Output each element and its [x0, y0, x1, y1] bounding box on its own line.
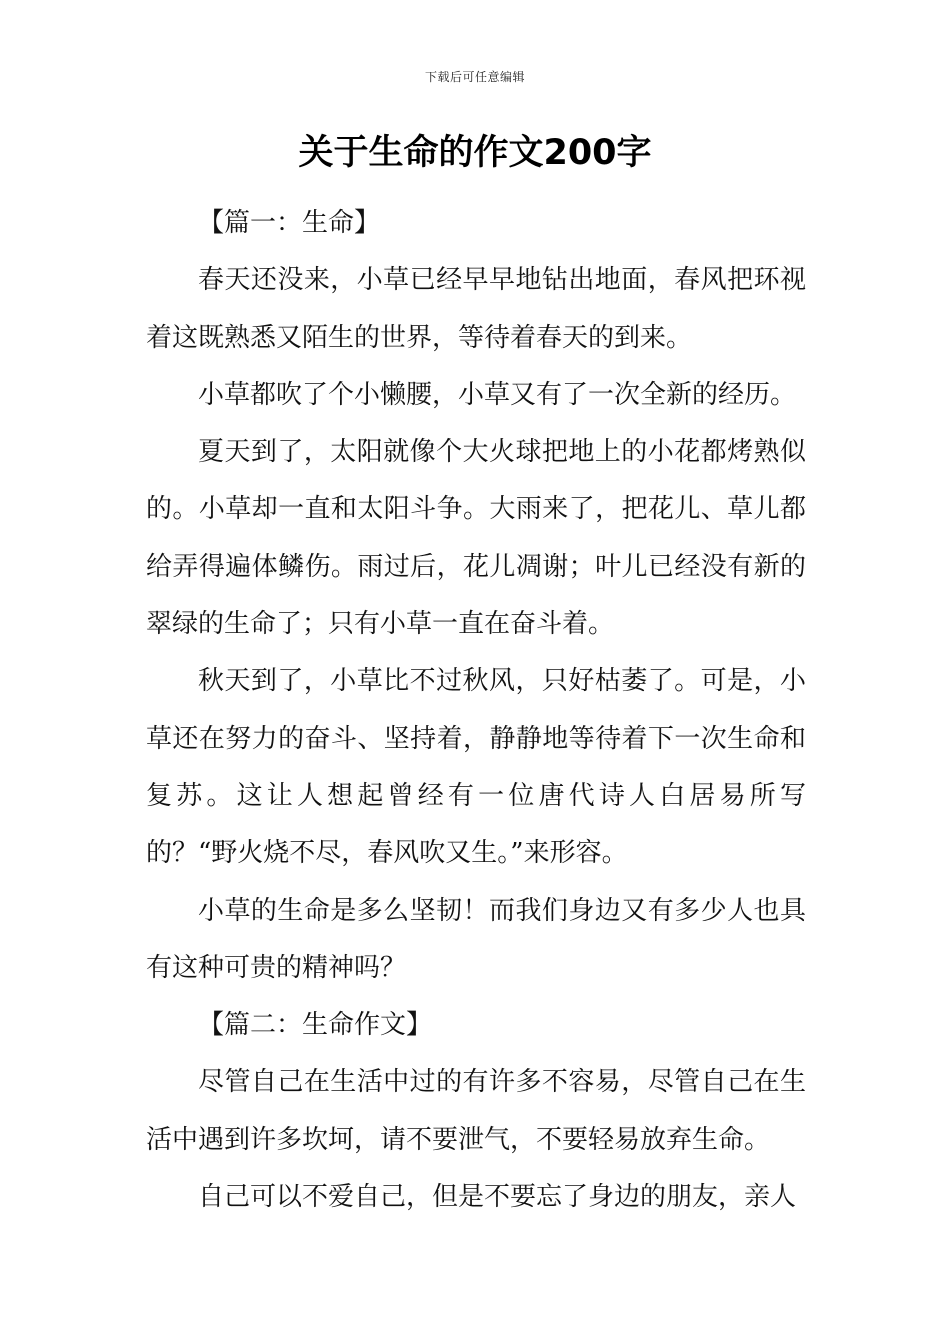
section-heading-1: 【篇一：生命】 [198, 208, 381, 238]
document-title: 关于生命的作文200字 [298, 133, 652, 173]
paragraph: 小草都吹了个小懒腰，小草又有了一次全新的经历。 [198, 379, 797, 410]
paragraph: 小草的生命是多么坚韧！而我们身边又有多少人也具有这种可贵的精神吗？ [146, 895, 806, 983]
paragraph: 春天还没来，小草已经早早地钻出地面，春风把环视着这既熟悉又陌生的世界，等待着春天的到来。 [146, 265, 806, 353]
paragraph: 尽管自己在生活中过的有许多不容易，尽管自己在生活中遇到许多坎坷，请不要泄气，不要轻易放弃生命。 [146, 1067, 806, 1155]
paragraph: 自己可以不爱自己，但是不要忘了身边的朋友，亲人 [198, 1182, 797, 1213]
paragraph: 夏天到了，太阳就像个大火球把地上的小花都烤熟似的。小草却一直和太阳斗争。大雨来了，把花儿、草儿都给弄得遍体鳞伤。雨过后，花儿凋谢；叶儿已经没有新的翠绿的生命了；只有小草一直在奋斗着。 [146, 437, 806, 640]
document-body [146, 195, 806, 1226]
header-note: 下载后可任意编辑 [424, 70, 525, 84]
section-heading-2: 【篇二：生命作文】 [198, 1010, 433, 1041]
paragraph: 秋天到了，小草比不过秋风，只好枯萎了。可是，小草还在努力的奋斗、坚持着，静静地等待着下一次生命和复苏。这让人想起曾经有一位唐代诗人白居易所写的？“野火烧不尽，春风吹又生。”来形容。 [146, 666, 806, 869]
